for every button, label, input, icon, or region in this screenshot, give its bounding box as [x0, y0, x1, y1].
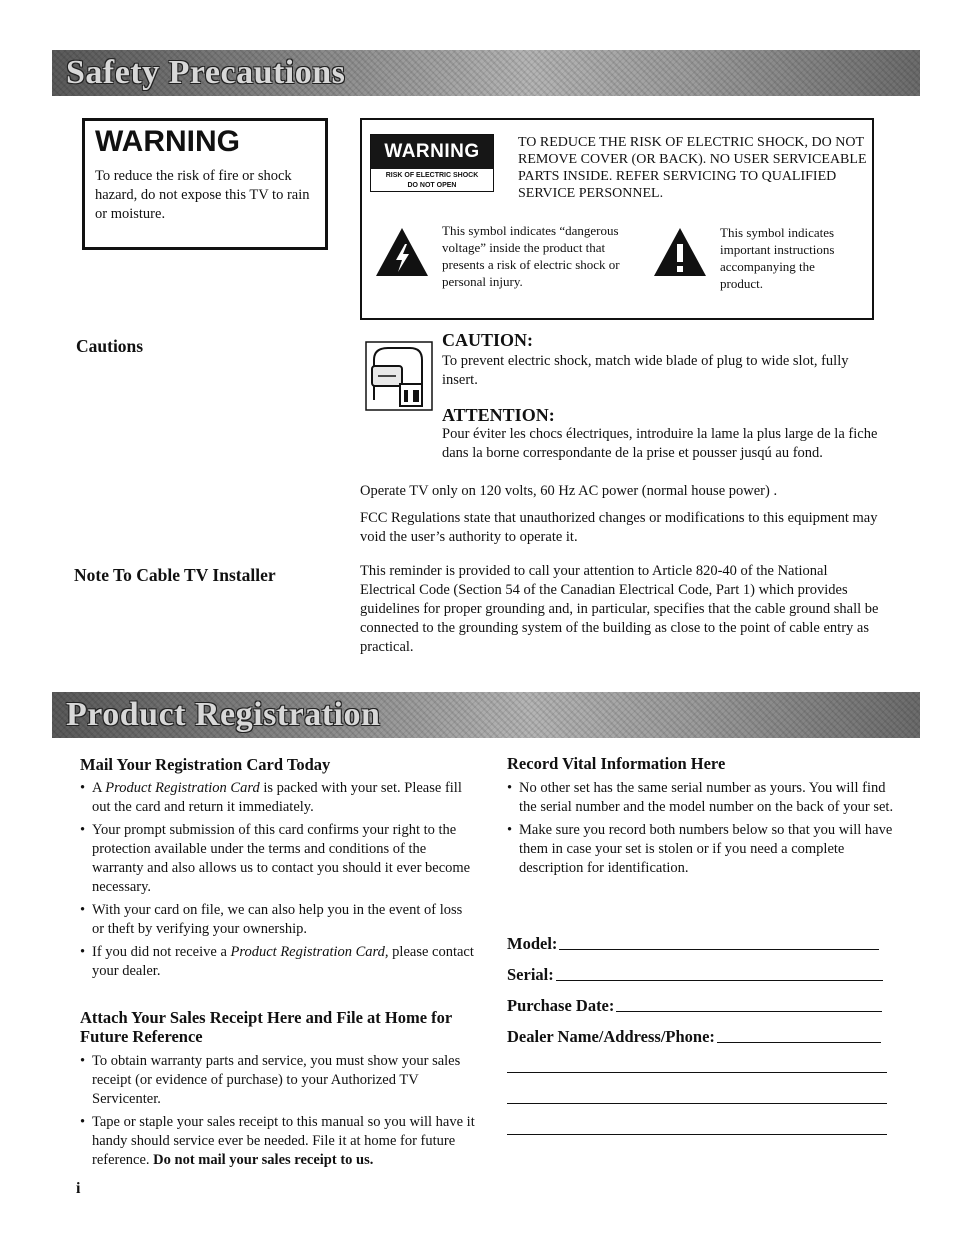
- shock-label-line-2: DO NOT OPEN: [407, 182, 457, 189]
- mail-card-item-text: A: [92, 780, 106, 796]
- dealer-blank-line[interactable]: [507, 1103, 887, 1104]
- mail-card-item-emphasis: Product Registration Card: [105, 780, 260, 796]
- mail-card-item: [80, 901, 475, 939]
- sales-receipt-warning: Do not mail your sales receipt to us.: [153, 1152, 374, 1168]
- sales-receipt-item-text: Tape or staple your sales receipt to this manual so you will have it handy should service ever be needed. File it at home for future reference.: [92, 1114, 475, 1168]
- mail-card-list: [80, 779, 475, 985]
- dealer-blank-line[interactable]: [507, 1134, 887, 1135]
- record-info-item: [507, 821, 899, 878]
- attention-text: Pour éviter les chocs électriques, introduire la lame la plus large de la fiche dans la borne correspondante de la prise et pousser jusqú au fond.: [442, 426, 878, 461]
- warning-heading: WARNING: [95, 125, 240, 158]
- warning-box: [82, 118, 328, 250]
- caution-title: CAUTION:: [442, 330, 534, 350]
- model-field-line[interactable]: [559, 948, 879, 950]
- purchase-date-field[interactable]: [507, 996, 882, 1016]
- safety-banner-title: Safety Precautions: [66, 54, 346, 91]
- registration-banner: [52, 692, 920, 738]
- mail-card-item: [80, 821, 475, 897]
- registration-banner-title: Product Registration: [66, 696, 381, 733]
- caution-text: To prevent electric shock, match wide blade of plug to wide slot, fully insert.: [442, 353, 849, 388]
- mail-card-item-text: If you did not receive a: [92, 944, 231, 960]
- sales-receipt-heading: Attach Your Sales Receipt Here and File at Home for Future Reference: [80, 1008, 452, 1046]
- cautions-heading: Cautions: [76, 336, 144, 356]
- serial-field-label: Serial:: [507, 965, 554, 984]
- shock-label-subtitle: [371, 169, 493, 191]
- cable-installer-heading: Note To Cable TV Installer: [74, 565, 276, 585]
- mail-card-item-text: With your card on file, we can also help you in the event of loss or theft by verifying your ownership.: [92, 902, 463, 937]
- record-info-item-text: Make sure you record both numbers below so that you will have them in case your set is stolen or if you need a complete description for identification.: [519, 822, 893, 876]
- mail-card-heading: Mail Your Registration Card Today: [80, 755, 331, 774]
- page-number: i: [76, 1180, 81, 1197]
- mail-card-item-emphasis: Product Registration Card,: [230, 944, 389, 960]
- purchase-date-field-label: Purchase Date:: [507, 996, 615, 1015]
- cable-installer-text: This reminder is provided to call your attention to Article 820-40 of the National Electrical Code (Section 54 of the Canadian Electrical Code, Part 1) which provides guidelines for proper grounding and, in particular, specifies that the cable ground shall be connected to the grounding system of the building as close to the point of cable entry as practical.: [360, 563, 879, 655]
- exclamation-triangle-icon: [652, 226, 708, 278]
- mail-card-item-text: Your prompt submission of this card confirms your right to the protection available under the terms and conditions of the warranty and also allows us to contact you should it ever become necessary.: [92, 822, 471, 895]
- fcc-text: FCC Regulations state that unauthorized changes or modifications to this equipment may void the user’s authority to operate it.: [360, 510, 878, 545]
- exclamation-symbol-text: This symbol indicates important instructions accompanying the product.: [720, 225, 835, 291]
- record-info-list: [507, 779, 899, 882]
- record-info-item-text: No other set has the same serial number as yours. You will find the serial number and the model number on the back of your set.: [519, 780, 894, 815]
- lightning-symbol-text: This symbol indicates “dangerous voltage” inside the product that presents a risk of electric shock or personal injury.: [442, 223, 620, 289]
- safety-banner: [52, 50, 920, 96]
- shock-instruction: TO REDUCE THE RISK OF ELECTRIC SHOCK, DO NOT REMOVE COVER (OR BACK). NO USER SERVICEABLE PARTS INSIDE. REFER SERVICING TO QUALIFIED SERVICE PERSONNEL.: [518, 135, 867, 201]
- sales-receipt-item: [80, 1052, 480, 1109]
- operate-text: Operate TV only on 120 volts, 60 Hz AC power (normal house power) .: [360, 483, 778, 499]
- shock-label-line-1: RISK OF ELECTRIC SHOCK: [385, 172, 479, 179]
- model-field-label: Model:: [507, 934, 558, 953]
- attention-title: ATTENTION:: [442, 405, 555, 425]
- shock-label: [370, 134, 494, 192]
- shock-warning-box: [360, 118, 874, 320]
- serial-field-line[interactable]: [556, 979, 883, 981]
- polarized-plug-icon: [364, 340, 438, 412]
- mail-card-item-text: please contact your dealer.: [92, 944, 474, 979]
- dealer-field[interactable]: [507, 1027, 881, 1047]
- mail-card-item: [80, 779, 475, 817]
- sales-receipt-list: [80, 1052, 480, 1174]
- serial-field[interactable]: [507, 965, 883, 985]
- dealer-field-line[interactable]: [717, 1041, 881, 1043]
- mail-card-item-text: is packed with your set. Please fill out the card and return it immediately.: [92, 780, 462, 815]
- sales-receipt-item: [80, 1113, 480, 1170]
- sales-receipt-item-text: To obtain warranty parts and service, you must show your sales receipt (or evidence of purchase) to your Authorized TV Servicenter.: [92, 1053, 461, 1107]
- dealer-field-label: Dealer Name/Address/Phone:: [507, 1027, 715, 1046]
- shock-label-title: WARNING: [371, 135, 493, 169]
- mail-card-item: [80, 943, 475, 981]
- lightning-triangle-icon: [374, 226, 430, 278]
- record-info-item: [507, 779, 899, 817]
- warning-text: To reduce the risk of fire or shock hazard, do not expose this TV to rain or moisture.: [95, 168, 310, 222]
- dealer-blank-line[interactable]: [507, 1072, 887, 1073]
- record-info-heading: Record Vital Information Here: [507, 754, 726, 773]
- model-field[interactable]: [507, 934, 879, 954]
- purchase-date-field-line[interactable]: [616, 1010, 882, 1012]
